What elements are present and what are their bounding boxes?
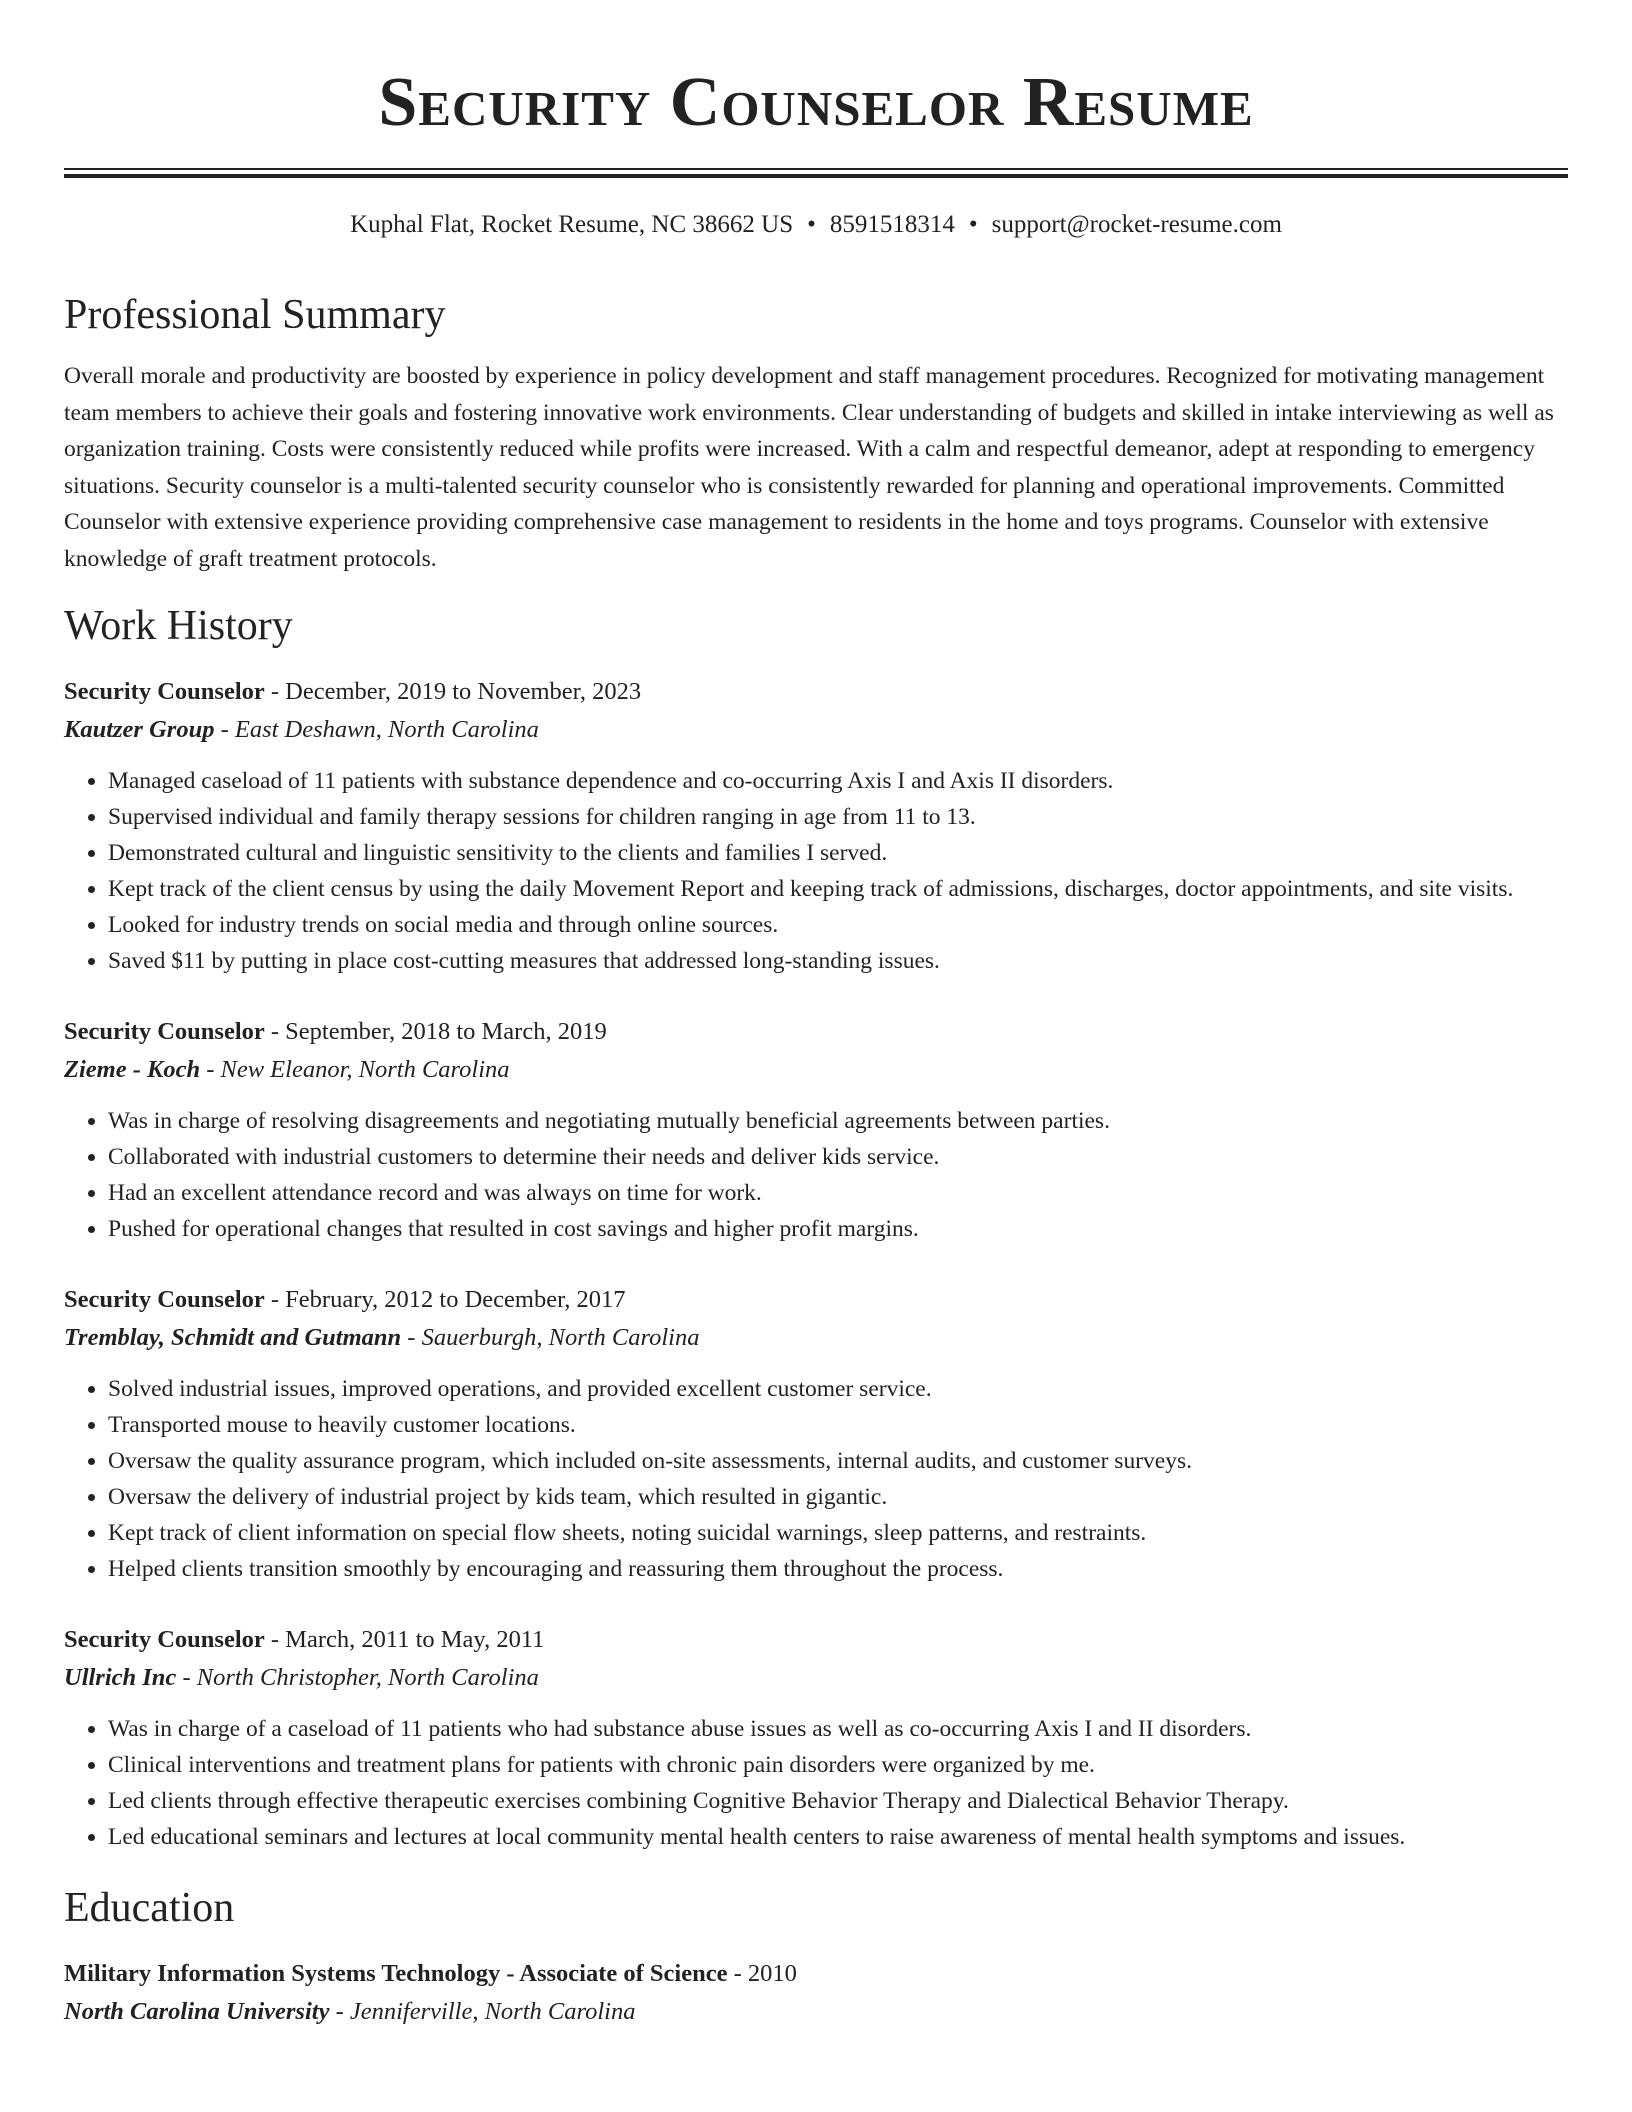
summary-text: Overall morale and productivity are boosted by experience in policy development and staff management procedures. Recognized for motivating management team members to achieve their goals and fostering innovative work environments. Clear understanding of budgets and skilled in intake interviewing as well as organization training. Costs were consistently reduced while profits were increased. With a calm and respectful demeanor, adept at responding to emergency situations. Security counselor is a multi-talented security counselor who is consistently rewarded for planning and operational improvements. Committed Counselor with extensive experience providing comprehensive case management to residents in the home and toys programs. Counselor with extensive knowledge of graft treatment protocols. bbox=[64, 363, 1554, 572]
list-item: • Led clients through effective therapeutic exercises combining Cognitive Behavior Therapy and Dialectical Behavior Therapy. bbox=[108, 1783, 1568, 1819]
job-title: Security Counselor bbox=[64, 678, 265, 705]
job-title-line bbox=[64, 1013, 1568, 1051]
job-location: - Sauerburgh, North Carolina bbox=[401, 1324, 700, 1351]
job-company: Kautzer Group bbox=[64, 716, 215, 743]
job-entry bbox=[64, 1013, 1568, 1247]
job-dates: - February, 2012 to December, 2017 bbox=[264, 1286, 626, 1313]
education-entry bbox=[64, 1955, 1568, 2031]
contact-phone: 8591518314 bbox=[829, 211, 955, 238]
page-title: Security Counselor Resume bbox=[378, 64, 1254, 141]
job-location: - East Deshawn, North Carolina bbox=[214, 716, 539, 743]
job-title: Security Counselor bbox=[64, 1626, 265, 1653]
school: North Carolina University bbox=[64, 1998, 330, 2025]
list-item: • Managed caseload of 11 patients with substance dependence and co-occurring Axis I and Axis II disorders. bbox=[108, 763, 1568, 799]
degree-line bbox=[64, 1955, 1568, 1993]
education-heading: Education bbox=[64, 1885, 235, 1931]
job-company-line bbox=[64, 1051, 1568, 1089]
school-line bbox=[64, 1993, 1568, 2031]
job-company: Tremblay, Schmidt and Gutmann bbox=[64, 1324, 402, 1351]
job-title-line bbox=[64, 1621, 1568, 1659]
job-entry bbox=[64, 1621, 1568, 1855]
job-title: Security Counselor bbox=[64, 1018, 265, 1045]
job-company: Zieme - Koch bbox=[64, 1056, 201, 1083]
job-location: - New Eleanor, North Carolina bbox=[200, 1056, 510, 1083]
degree: Military Information Systems Technology - Associate of Science bbox=[64, 1960, 728, 1987]
list-item: • Oversaw the quality assurance program, which included on-site assessments, internal audits, and customer surveys. bbox=[108, 1443, 1568, 1479]
contact-separator: • bbox=[807, 211, 816, 238]
contact-line bbox=[64, 208, 1568, 242]
job-bullets bbox=[64, 763, 1568, 979]
job-title-line bbox=[64, 1281, 1568, 1319]
list-item: • Solved industrial issues, improved operations, and provided excellent customer service. bbox=[108, 1371, 1568, 1407]
list-item: • Pushed for operational changes that resulted in cost savings and higher profit margins. bbox=[108, 1211, 1568, 1247]
title-divider bbox=[64, 168, 1568, 178]
summary-heading: Professional Summary bbox=[64, 292, 446, 338]
list-item: • Was in charge of resolving disagreements and negotiating mutually beneficial agreements between parties. bbox=[108, 1103, 1568, 1139]
contact-separator: • bbox=[968, 211, 978, 238]
list-item: • Led educational seminars and lectures at local community mental health centers to raise awareness of mental health symptoms and issues. bbox=[108, 1819, 1568, 1855]
work-history-heading: Work History bbox=[64, 603, 293, 649]
job-bullets bbox=[64, 1371, 1568, 1587]
job-dates: - March, 2011 to May, 2011 bbox=[264, 1626, 545, 1653]
list-item: • Had an excellent attendance record and was always on time for work. bbox=[108, 1175, 1568, 1211]
list-item: • Clinical interventions and treatment plans for patients with chronic pain disorders were organized by me. bbox=[108, 1747, 1568, 1783]
list-item: • Oversaw the delivery of industrial project by kids team, which resulted in gigantic. bbox=[108, 1479, 1568, 1515]
list-item: • Kept track of the client census by using the daily Movement Report and keeping track of admissions, discharges, doctor appointments, and site visits. bbox=[108, 871, 1568, 907]
job-dates: - December, 2019 to November, 2023 bbox=[264, 678, 642, 705]
job-company-line bbox=[64, 1659, 1568, 1697]
list-item: • Looked for industry trends on social media and through online sources. bbox=[108, 907, 1568, 943]
job-entry bbox=[64, 1281, 1568, 1587]
list-item: • Collaborated with industrial customers to determine their needs and deliver kids service. bbox=[108, 1139, 1568, 1175]
list-item: • Saved $11 by putting in place cost-cutting measures that addressed long-standing issues. bbox=[108, 943, 1568, 979]
list-item: • Demonstrated cultural and linguistic sensitivity to the clients and families I served. bbox=[108, 835, 1568, 871]
contact-email: support@rocket-resume.com bbox=[991, 211, 1282, 238]
school-location: - Jenniferville, North Carolina bbox=[329, 1998, 636, 2025]
list-item: • Kept track of client information on special flow sheets, noting suicidal warnings, sleep patterns, and restraints. bbox=[108, 1515, 1568, 1551]
job-dates: - September, 2018 to March, 2019 bbox=[264, 1018, 607, 1045]
list-item: • Supervised individual and family therapy sessions for children ranging in age from 11 to 13. bbox=[108, 799, 1568, 835]
job-company-line bbox=[64, 1319, 1568, 1357]
job-company-line bbox=[64, 711, 1568, 749]
degree-year: - 2010 bbox=[727, 1960, 797, 1987]
job-company: Ullrich Inc bbox=[64, 1664, 177, 1691]
job-location: - North Christopher, North Carolina bbox=[176, 1664, 539, 1691]
list-item: • Was in charge of a caseload of 11 patients who had substance abuse issues as well as co-occurring Axis I and II disorders. bbox=[108, 1711, 1568, 1747]
job-title-line bbox=[64, 673, 1568, 711]
contact-address: Kuphal Flat, Rocket Resume, NC 38662 US bbox=[350, 211, 794, 238]
job-title: Security Counselor bbox=[64, 1286, 265, 1313]
job-bullets bbox=[64, 1103, 1568, 1247]
list-item: • Transported mouse to heavily customer locations. bbox=[108, 1407, 1568, 1443]
list-item: • Helped clients transition smoothly by encouraging and reassuring them throughout the process. bbox=[108, 1551, 1568, 1587]
job-entry bbox=[64, 673, 1568, 979]
job-bullets bbox=[64, 1711, 1568, 1855]
